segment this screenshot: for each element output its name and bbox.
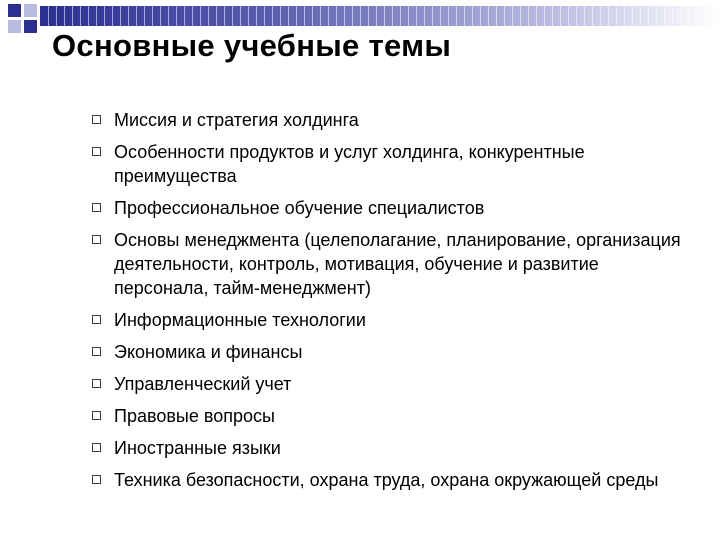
band-stripe — [368, 6, 369, 26]
band-stripe — [336, 6, 337, 26]
square-bullet-icon — [92, 347, 101, 356]
band-stripe — [416, 6, 417, 26]
topic-item — [92, 228, 692, 300]
topic-item-label: Профессиональное обучение специалистов — [114, 198, 485, 218]
band-stripe — [296, 6, 297, 26]
topic-item — [92, 404, 692, 428]
band-stripe — [672, 6, 673, 26]
band-stripe — [480, 6, 481, 26]
band-stripe — [136, 6, 137, 26]
band-stripe — [304, 6, 305, 26]
topic-item — [92, 108, 692, 132]
band-stripe — [496, 6, 497, 26]
topic-item-label: Основы менеджмента (целеполагание, планирование, организация деятельности, контроль, мотивация, обучение и развитие персонала, тайм-менеджмент) — [114, 230, 681, 298]
band-stripe — [344, 6, 345, 26]
band-stripe — [424, 6, 425, 26]
band-stripe — [264, 6, 265, 26]
band-stripe — [232, 6, 233, 26]
band-stripe — [120, 6, 121, 26]
band-stripe — [224, 6, 225, 26]
band-stripe — [536, 6, 537, 26]
band-stripe — [216, 6, 217, 26]
square-bullet-icon — [92, 411, 101, 420]
topic-item-label: Иностранные языки — [114, 438, 281, 458]
band-stripe — [88, 6, 89, 26]
band-stripe — [320, 6, 321, 26]
corner-square — [24, 4, 37, 17]
band-stripe — [288, 6, 289, 26]
band-stripe — [256, 6, 257, 26]
corner-square — [8, 4, 21, 17]
topic-item — [92, 468, 692, 492]
band-stripe — [328, 6, 329, 26]
band-stripe — [48, 6, 49, 26]
topic-item-label: Техника безопасности, охрана труда, охрана окружающей среды — [114, 470, 659, 490]
band-stripe — [464, 6, 465, 26]
band-stripe — [248, 6, 249, 26]
band-stripe — [128, 6, 129, 26]
topic-item-label: Особенности продуктов и услуг холдинга, конкурентные преимущества — [114, 142, 585, 186]
square-bullet-icon — [92, 235, 101, 244]
band-stripe — [560, 6, 561, 26]
band-stripe — [96, 6, 97, 26]
square-bullet-icon — [92, 475, 101, 484]
topic-item — [92, 436, 692, 460]
band-stripe — [392, 6, 393, 26]
topic-item — [92, 308, 692, 332]
band-stripe — [472, 6, 473, 26]
band-stripe — [240, 6, 241, 26]
band-stripe — [600, 6, 601, 26]
band-stripe — [712, 6, 713, 26]
band-stripe — [488, 6, 489, 26]
band-stripe — [80, 6, 81, 26]
band-stripe — [360, 6, 361, 26]
band-stripe — [568, 6, 569, 26]
topic-item — [92, 372, 692, 396]
topic-item — [92, 340, 692, 364]
square-bullet-icon — [92, 443, 101, 452]
band-stripe — [616, 6, 617, 26]
square-bullet-icon — [92, 147, 101, 156]
band-stripe — [656, 6, 657, 26]
topic-item — [92, 196, 692, 220]
corner-square — [24, 20, 37, 33]
band-stripe — [648, 6, 649, 26]
band-stripe — [448, 6, 449, 26]
band-stripe — [112, 6, 113, 26]
band-stripe — [528, 6, 529, 26]
topic-item — [92, 140, 692, 188]
band-stripe — [608, 6, 609, 26]
band-stripe — [456, 6, 457, 26]
topic-list — [92, 108, 692, 500]
band-stripe — [376, 6, 377, 26]
slide-title: Основные учебные темы — [52, 28, 452, 63]
topic-item-label: Управленческий учет — [114, 374, 292, 394]
band-stripe — [72, 6, 73, 26]
band-stripe — [208, 6, 209, 26]
square-bullet-icon — [92, 379, 101, 388]
band-stripe — [384, 6, 385, 26]
band-stripe — [176, 6, 177, 26]
topic-item-label: Миссия и стратегия холдинга — [114, 110, 359, 130]
band-stripe — [632, 6, 633, 26]
header-gradient-band — [40, 6, 720, 26]
band-stripe — [664, 6, 665, 26]
topic-item-label: Информационные технологии — [114, 310, 366, 330]
band-stripe — [624, 6, 625, 26]
band-stripe — [312, 6, 313, 26]
square-bullet-icon — [92, 315, 101, 324]
band-stripe — [440, 6, 441, 26]
band-stripe — [272, 6, 273, 26]
band-stripe — [104, 6, 105, 26]
band-stripe — [168, 6, 169, 26]
band-stripe — [64, 6, 65, 26]
band-stripe — [152, 6, 153, 26]
band-stripe — [184, 6, 185, 26]
band-stripe — [512, 6, 513, 26]
band-stripe — [640, 6, 641, 26]
band-stripe — [200, 6, 201, 26]
band-stripe — [696, 6, 697, 26]
band-stripe — [552, 6, 553, 26]
topic-item-label: Экономика и финансы — [114, 342, 303, 362]
band-stripe — [504, 6, 505, 26]
band-stripe — [688, 6, 689, 26]
band-stripe — [432, 6, 433, 26]
band-stripe — [704, 6, 705, 26]
band-stripe — [592, 6, 593, 26]
band-stripe — [544, 6, 545, 26]
band-stripe — [576, 6, 577, 26]
band-stripe — [680, 6, 681, 26]
square-bullet-icon — [92, 203, 101, 212]
band-stripe — [280, 6, 281, 26]
topic-item-label: Правовые вопросы — [114, 406, 275, 426]
band-stripe — [520, 6, 521, 26]
square-bullet-icon — [92, 115, 101, 124]
band-stripe — [352, 6, 353, 26]
band-stripe — [584, 6, 585, 26]
corner-square — [8, 20, 21, 33]
band-stripe — [56, 6, 57, 26]
band-stripe — [408, 6, 409, 26]
band-stripe — [400, 6, 401, 26]
band-stripe — [192, 6, 193, 26]
band-stripe — [160, 6, 161, 26]
band-stripe — [144, 6, 145, 26]
